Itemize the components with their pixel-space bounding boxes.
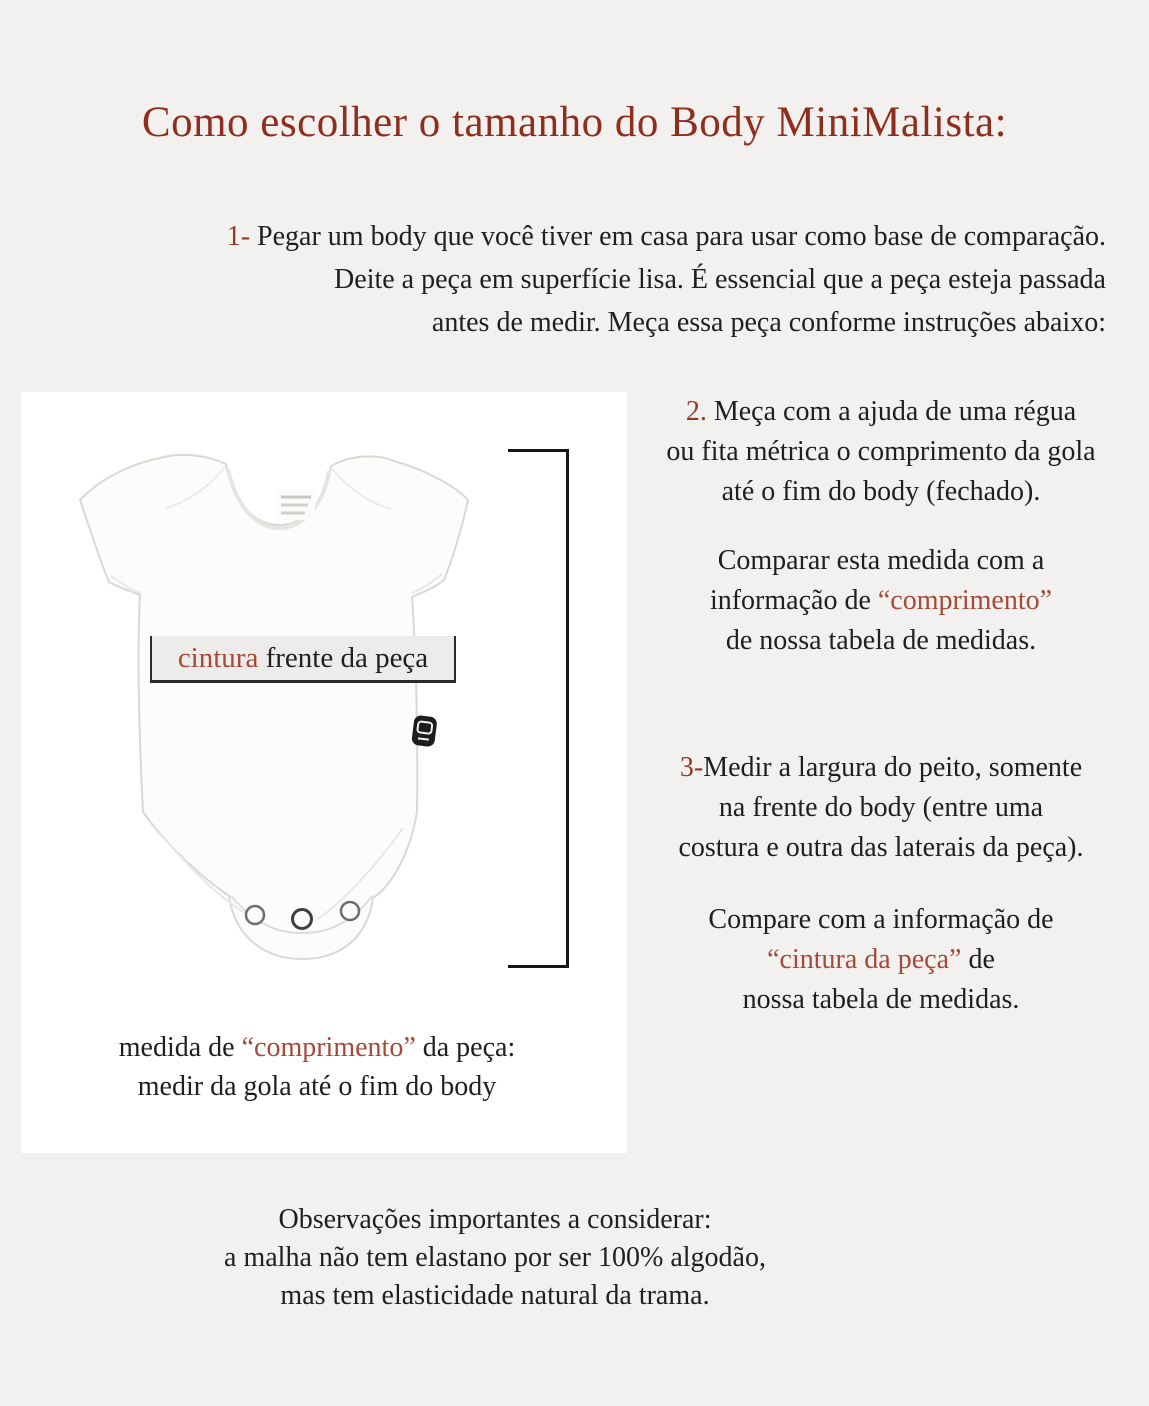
compare-waist-note [625, 900, 1137, 1020]
caption1-accent: “comprimento” [241, 1032, 416, 1063]
observations-line1: Observações importantes a considerar: [278, 1204, 712, 1235]
bodysuit-outline [80, 455, 468, 959]
step3-number: 3- [679, 752, 704, 783]
observations-line3: mas tem elasticidade natural da trama. [280, 1280, 710, 1311]
observations-line2: a malha não tem elastano por ser 100% algodão, [224, 1242, 766, 1273]
snap-center [293, 910, 312, 929]
step1-instructions [100, 215, 1106, 344]
neck-size-label [277, 490, 315, 520]
step2-line2: ou fita métrica o comprimento da gola [666, 436, 1096, 467]
step3-line1 [625, 748, 1137, 788]
caption1-post: da peça: [415, 1032, 516, 1063]
compare2-line2-accent: “cintura da peça” [767, 944, 962, 975]
length-measure-bracket [508, 449, 569, 968]
step2-line3: até o fim do body (fechado). [721, 476, 1041, 507]
length-caption-line2: medir da gola até o fim do body [137, 1071, 497, 1102]
step3-instructions [625, 748, 1137, 868]
compare2-line1: Compare com a informação de [708, 904, 1054, 935]
compare1-line1: Comparar esta medida com a [717, 545, 1045, 576]
waist-label-accent: cintura [177, 642, 259, 674]
length-caption-line1 [21, 1028, 613, 1067]
compare1-line2-accent: “comprimento” [877, 585, 1053, 616]
compare1-line2-pre: informação de [709, 585, 878, 616]
length-caption [21, 1028, 627, 1106]
step2-line1-text: Meça com a ajuda de uma régua [706, 396, 1077, 427]
step1-line1-text: Pegar um body que você tiver em casa para usar como base de comparação. [250, 221, 1106, 252]
step2-line1 [625, 392, 1137, 432]
observations-note [95, 1201, 895, 1315]
step1-line3: antes de medir. Meça essa peça conforme instruções abaixo: [431, 307, 1106, 338]
waist-label-rest: frente da peça [258, 642, 429, 674]
compare2-line3: nossa tabela de medidas. [742, 984, 1020, 1015]
step1-number: 1- [226, 221, 251, 252]
step2-number: 2. [685, 396, 707, 427]
step1-line1 [100, 215, 1106, 258]
compare2-line2 [625, 940, 1137, 980]
bodysuit-diagram-panel [21, 392, 627, 1153]
compare2-line2-post: de [961, 944, 995, 975]
caption1-pre: medida de [118, 1032, 242, 1063]
snap-right [341, 902, 359, 920]
compare-length-note [625, 541, 1137, 661]
step3-line3: costura e outra das laterais da peça). [678, 832, 1084, 863]
step2-instructions [625, 392, 1137, 512]
step3-line1-text: Medir a largura do peito, somente [703, 752, 1083, 783]
snap-left [246, 906, 264, 924]
compare1-line3: de nossa tabela de medidas. [725, 625, 1037, 656]
brand-tag [411, 715, 437, 748]
compare1-line2 [625, 581, 1137, 621]
waist-measure-label [150, 636, 456, 683]
step1-line2: Deite a peça em superfície lisa. É essencial que a peça esteja passada [334, 264, 1106, 295]
page-title: Como escolher o tamanho do Body MiniMalista: [141, 99, 1008, 146]
step3-line2: na frente do body (entre uma [718, 792, 1044, 823]
